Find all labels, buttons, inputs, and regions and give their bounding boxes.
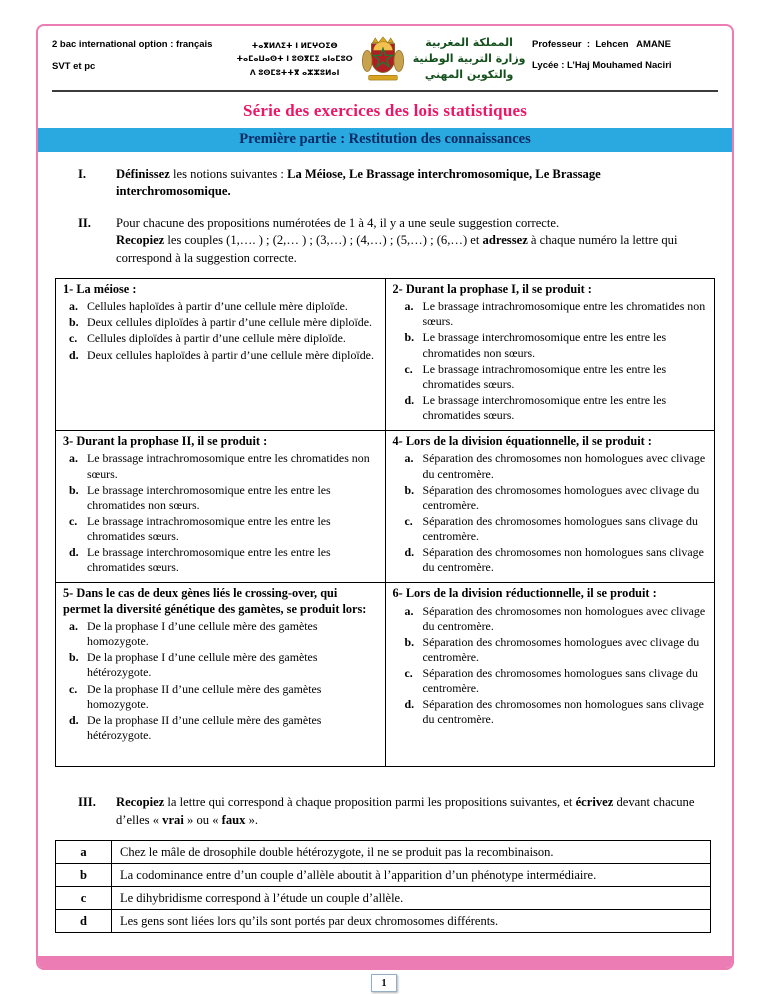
option-letter: c. bbox=[69, 681, 78, 696]
option-letter: c. bbox=[69, 331, 78, 346]
bold-ecrivez: écrivez bbox=[575, 795, 614, 810]
tf-row-a bbox=[56, 841, 711, 864]
option-text: Le brassage intrachromosomique entre les entre les chromatides sœurs. bbox=[87, 513, 331, 544]
arabic-ministry-text bbox=[413, 35, 526, 83]
tf-proposition-d: Les gens sont liées lors qu’ils sont portés par deux chromosomes différents. bbox=[112, 910, 711, 933]
option-letter: c. bbox=[404, 513, 413, 528]
option-letter: c. bbox=[404, 361, 413, 376]
option-text: Séparation des chromosomes homologues avec clivage du centromère. bbox=[422, 634, 700, 665]
tf-row-c bbox=[56, 887, 711, 910]
option-letter: b. bbox=[69, 482, 79, 497]
option-text: Le brassage intrachromosomique entre les entre les chromatides sœurs. bbox=[422, 361, 667, 391]
text-run: la lettre qui correspond à chaque proposition parmi les propositions suivantes, et bbox=[164, 795, 576, 810]
section-3-text bbox=[116, 794, 708, 829]
section-1-text bbox=[116, 166, 708, 201]
tf-row-d bbox=[56, 910, 711, 933]
option-text: De la prophase II d’une cellule mère des gamètes hétérozygote. bbox=[87, 712, 322, 742]
option-letter: a. bbox=[69, 451, 78, 466]
tf-letter-c: c bbox=[56, 887, 112, 910]
question-6-option-c bbox=[405, 666, 708, 696]
mcq-table bbox=[55, 278, 715, 767]
question-5-option-d bbox=[69, 713, 378, 743]
text-run: à chaque numéro la lettre qui correspond à la suggestion correcte. bbox=[116, 233, 678, 265]
section-2-line2 bbox=[116, 232, 708, 267]
option-text: Cellules diploïdes à partir d’une cellule mère diploïde. bbox=[87, 331, 346, 346]
section-2 bbox=[78, 215, 708, 267]
option-text: Deux cellules diploïdes à partir d’une cellule mère diploïde. bbox=[87, 315, 372, 330]
question-5-option-a bbox=[69, 619, 378, 649]
section-2-text bbox=[116, 215, 708, 267]
option-letter: a. bbox=[69, 299, 78, 314]
tf-row-b bbox=[56, 864, 711, 887]
option-text: De la prophase II d’une cellule mère des gamètes homozygote. bbox=[87, 681, 322, 711]
tf-proposition-a: Chez le mâle de drosophile double hétérozygote, il ne se produit pas la recombinaison. bbox=[112, 841, 711, 864]
option-text: Séparation des chromosomes homologues sans clivage du centromère. bbox=[422, 666, 698, 696]
option-text: Séparation des chromosomes homologues avec clivage du centromère. bbox=[422, 482, 700, 512]
option-text: De la prophase I d’une cellule mère des gamètes hétérozygote. bbox=[87, 650, 318, 680]
footer-bar bbox=[36, 956, 734, 970]
mcq-row-3 bbox=[56, 583, 715, 767]
option-text: Le brassage interchromosomique entre les entre les chromatides sœurs. bbox=[422, 392, 667, 422]
school-name: Lycée : L’Haj Mouhamed Naciri bbox=[531, 60, 672, 71]
question-2-option-c bbox=[405, 362, 708, 392]
mcq-row-1 bbox=[56, 278, 715, 430]
question-6-option-a bbox=[405, 604, 708, 634]
page-number-value: 1 bbox=[381, 977, 387, 989]
question-1-option-a bbox=[69, 299, 378, 314]
option-letter: a. bbox=[69, 619, 78, 634]
tifinagh-line-1: ⵜⴰⴳⵍⴷⵉⵜ ⵏ ⵍⵎⵖⵔⵉⴱ bbox=[251, 41, 338, 51]
header-subject: SVT et pc bbox=[52, 61, 96, 72]
document-header bbox=[52, 26, 718, 83]
arabic-line-2: وزارة التربية الوطنية bbox=[412, 52, 526, 66]
question-4-title: 4- Lors de la division équationnelle, il se produit : bbox=[392, 434, 652, 449]
option-letter: d. bbox=[404, 392, 415, 407]
bold-faux: faux bbox=[221, 812, 246, 827]
question-1-option-d bbox=[69, 348, 378, 363]
question-2-option-d bbox=[405, 393, 708, 423]
header-right-block bbox=[532, 35, 718, 71]
section-2-numeral: II. bbox=[78, 215, 91, 230]
option-text: Le brassage interchromosomique entre les entre les chromatides sœurs. bbox=[87, 545, 331, 575]
option-letter: b. bbox=[404, 482, 415, 497]
bold-definissez: Définissez bbox=[116, 167, 170, 181]
text-run: » ou « bbox=[183, 812, 222, 827]
question-3-option-a bbox=[69, 451, 378, 481]
mcq-question-3 bbox=[56, 431, 386, 583]
option-text: Cellules haploïdes à partir d’une cellule mère diploïde. bbox=[87, 299, 348, 314]
bold-recopiez: Recopiez bbox=[116, 233, 165, 248]
option-letter: b. bbox=[69, 650, 79, 665]
option-letter: c. bbox=[404, 666, 413, 681]
text-run: les couples (1,…. ) ; (2,… ) ; (3,…) ; (4,…) ; (5,…) ; (6,…) et bbox=[164, 233, 483, 248]
question-3-option-c bbox=[69, 514, 378, 544]
tifinagh-text bbox=[236, 39, 352, 78]
option-text: Le brassage intrachromosomique entre les chromatides non sœurs. bbox=[87, 451, 370, 481]
option-letter: b. bbox=[404, 330, 415, 345]
question-6-title: 6- Lors de la division réductionnelle, il se produit : bbox=[392, 586, 657, 601]
option-text: Deux cellules haploïdes à partir d’une cellule mère diploïde. bbox=[87, 347, 374, 362]
question-2-option-a bbox=[405, 299, 708, 329]
option-letter: d. bbox=[69, 712, 79, 727]
option-text: Le brassage interchromosomique entre les entre les chromatides non sœurs. bbox=[422, 330, 667, 360]
mcq-question-5 bbox=[56, 583, 386, 767]
tifinagh-line-3: ⴷ ⵓⵙⵎⵓⵜⵜⴳ ⴰⵣⵣⵓⵍⴰⵏ bbox=[249, 67, 340, 77]
page-frame bbox=[36, 24, 734, 970]
question-5-title: 5- Dans le cas de deux gènes liés le crossing-over, qui permet la diversité génétique des gamètes, se produit lors: bbox=[63, 586, 367, 616]
option-text: Séparation des chromosomes non homologues avec clivage du centromère. bbox=[422, 603, 706, 633]
option-letter: a. bbox=[404, 451, 414, 466]
option-text: Séparation des chromosomes non homologues sans clivage du centromère. bbox=[422, 545, 704, 575]
text-run: devant chacune d’elles « bbox=[116, 795, 695, 827]
question-2-title: 2- Durant la prophase I, il se produit : bbox=[392, 281, 592, 296]
question-2-option-b bbox=[405, 330, 708, 360]
section-1-numeral: I. bbox=[78, 167, 87, 181]
option-letter: d. bbox=[404, 697, 415, 712]
option-letter: d. bbox=[69, 347, 79, 362]
option-text: Le brassage intrachromosomique entre les chromatides non sœurs. bbox=[422, 299, 706, 329]
question-4-option-d bbox=[405, 545, 708, 575]
tf-letter-b: b bbox=[56, 864, 112, 887]
question-3-option-d bbox=[69, 545, 378, 575]
text-run: ». bbox=[245, 812, 259, 827]
header-center-block bbox=[236, 35, 525, 83]
option-text: Le brassage interchromosomique entre les entre les chromatides non sœurs. bbox=[87, 482, 331, 512]
option-text: Séparation des chromosomes homologues sans clivage du centromère. bbox=[422, 513, 698, 544]
tf-letter-a: a bbox=[56, 841, 112, 864]
section-2-line1: Pour chacune des propositions numérotées de 1 à 4, il y a une seule suggestion correcte. bbox=[116, 215, 560, 230]
question-5-option-c bbox=[69, 682, 378, 712]
mcq-question-6 bbox=[385, 583, 715, 767]
bold-vrai: vrai bbox=[162, 812, 184, 827]
tf-letter-d: d bbox=[56, 910, 112, 933]
option-letter: b. bbox=[69, 315, 79, 330]
text-run: les notions suivantes : bbox=[169, 167, 288, 181]
page-number bbox=[371, 974, 397, 992]
option-letter: b. bbox=[404, 634, 415, 649]
header-divider bbox=[52, 90, 718, 92]
question-3-option-b bbox=[69, 483, 378, 513]
question-3-title: 3- Durant la prophase II, il se produit : bbox=[63, 434, 268, 449]
section-3-numeral: III. bbox=[78, 795, 96, 810]
question-1-option-c bbox=[69, 331, 378, 346]
question-1-option-b bbox=[69, 315, 378, 330]
true-false-table bbox=[55, 840, 711, 933]
option-text: De la prophase I d’une cellule mère des gamètes homozygote. bbox=[87, 619, 318, 649]
section-1 bbox=[78, 166, 708, 201]
mcq-question-4 bbox=[385, 431, 715, 583]
bold-notions: La Méiose, Le Brassage interchromosomique, Le Brassage interchromosomique. bbox=[116, 167, 601, 199]
question-4-option-a bbox=[405, 451, 708, 481]
option-letter: a. bbox=[404, 603, 414, 618]
bold-adressez: adressez bbox=[482, 233, 528, 248]
question-1-title: 1- La méiose : bbox=[63, 281, 137, 296]
tf-proposition-b: La codominance entre d’un couple d’allèle aboutit à l’apparition d’un phénotype intermédiaire. bbox=[112, 864, 711, 887]
question-6-option-d bbox=[405, 697, 708, 727]
question-5-option-b bbox=[69, 650, 378, 680]
option-letter: a. bbox=[404, 299, 414, 314]
tf-proposition-c: Le dihybridisme correspond à l’étude un couple d’allèle. bbox=[112, 887, 711, 910]
question-6-option-b bbox=[405, 635, 708, 665]
arabic-line-1: المملكة المغربية bbox=[425, 36, 513, 50]
option-text: Séparation des chromosomes non homologues avec clivage du centromère. bbox=[422, 451, 706, 481]
mcq-question-1 bbox=[56, 278, 386, 430]
mcq-row-2 bbox=[56, 431, 715, 583]
bold-recopiez-2: Recopiez bbox=[116, 795, 165, 810]
question-4-option-c bbox=[405, 514, 708, 544]
mcq-question-2 bbox=[385, 278, 715, 430]
arabic-line-3: والتكوين المهني bbox=[424, 67, 514, 81]
section-3 bbox=[78, 794, 708, 829]
tifinagh-line-2: ⵜⴰⵎⴰⵡⴰⵙⵜ ⵏ ⵓⵙⴳⵎⵉ ⴰⵏⴰⵎⵓⵔ bbox=[236, 54, 353, 64]
part-one-banner: Première partie : Restitution des connaissances bbox=[38, 128, 732, 152]
morocco-coat-of-arms-logo bbox=[360, 35, 406, 83]
header-class-level: 2 bac international option : français bbox=[52, 39, 213, 50]
option-letter: c. bbox=[69, 513, 78, 528]
option-letter: d. bbox=[404, 545, 415, 560]
professor-name: Professeur : Lehcen AMANE bbox=[531, 39, 671, 50]
header-left-block bbox=[52, 35, 230, 72]
document-title: Série des exercices des lois statistiques bbox=[242, 101, 528, 120]
option-letter: d. bbox=[69, 545, 79, 560]
question-4-option-b bbox=[405, 483, 708, 513]
option-text: Séparation des chromosomes non homologues sans clivage du centromère. bbox=[422, 697, 704, 727]
